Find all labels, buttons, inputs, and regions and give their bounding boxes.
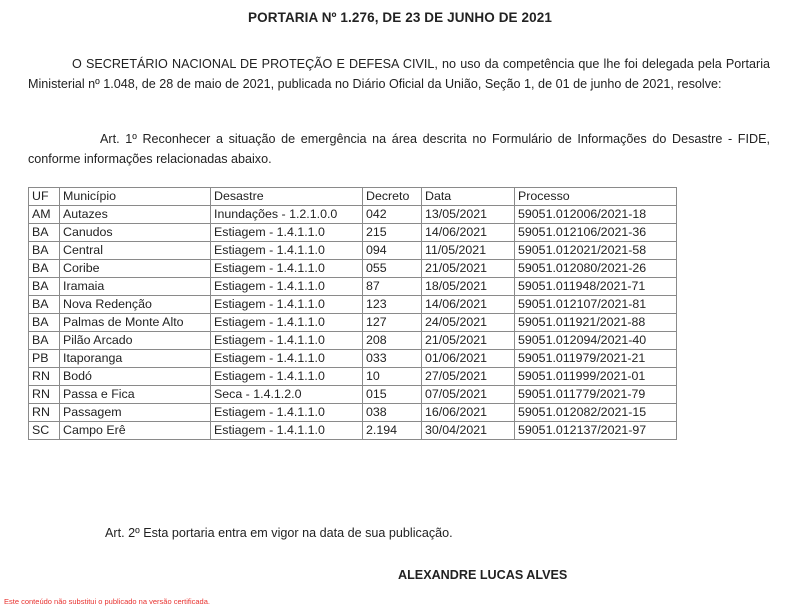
cell-decreto: 2.194: [363, 422, 422, 440]
cell-processo: 59051.012107/2021-81: [515, 296, 677, 314]
cell-uf: BA: [29, 224, 60, 242]
cell-decreto: 094: [363, 242, 422, 260]
table-row: [29, 350, 677, 368]
cell-municipio: Passagem: [60, 404, 211, 422]
cell-uf: AM: [29, 206, 60, 224]
cell-municipio: Iramaia: [60, 278, 211, 296]
cell-decreto: 038: [363, 404, 422, 422]
cell-uf: BA: [29, 332, 60, 350]
cell-desastre: Estiagem - 1.4.1.1.0: [211, 224, 363, 242]
cell-processo: 59051.012137/2021-97: [515, 422, 677, 440]
cell-uf: PB: [29, 350, 60, 368]
header-desastre: Desastre: [211, 188, 363, 206]
cell-municipio: Autazes: [60, 206, 211, 224]
cell-processo: 59051.011999/2021-01: [515, 368, 677, 386]
cell-data: 01/06/2021: [422, 350, 515, 368]
cell-decreto: 055: [363, 260, 422, 278]
cell-uf: RN: [29, 404, 60, 422]
table-row: [29, 206, 677, 224]
cell-processo: 59051.011979/2021-21: [515, 350, 677, 368]
cell-desastre: Estiagem - 1.4.1.1.0: [211, 278, 363, 296]
cell-uf: RN: [29, 386, 60, 404]
cell-decreto: 123: [363, 296, 422, 314]
cell-processo: 59051.012006/2021-18: [515, 206, 677, 224]
table-row: [29, 224, 677, 242]
cell-uf: BA: [29, 278, 60, 296]
cell-municipio: Nova Redenção: [60, 296, 211, 314]
cell-data: 30/04/2021: [422, 422, 515, 440]
table-row: [29, 296, 677, 314]
cell-desastre: Estiagem - 1.4.1.1.0: [211, 422, 363, 440]
header-data: Data: [422, 188, 515, 206]
cell-desastre: Estiagem - 1.4.1.1.0: [211, 404, 363, 422]
cell-processo: 59051.011921/2021-88: [515, 314, 677, 332]
cell-municipio: Central: [60, 242, 211, 260]
header-processo: Processo: [515, 188, 677, 206]
table-row: [29, 242, 677, 260]
cell-processo: 59051.011779/2021-79: [515, 386, 677, 404]
cell-data: 21/05/2021: [422, 332, 515, 350]
cell-decreto: 87: [363, 278, 422, 296]
cell-desastre: Estiagem - 1.4.1.1.0: [211, 314, 363, 332]
cell-processo: 59051.012080/2021-26: [515, 260, 677, 278]
cell-data: 13/05/2021: [422, 206, 515, 224]
cell-data: 07/05/2021: [422, 386, 515, 404]
table-row: [29, 332, 677, 350]
header-municipio: Município: [60, 188, 211, 206]
table-row: [29, 278, 677, 296]
cell-processo: 59051.011948/2021-71: [515, 278, 677, 296]
cell-desastre: Seca - 1.4.1.2.0: [211, 386, 363, 404]
article-2-paragraph: Art. 2º Esta portaria entra em vigor na data de sua publicação.: [105, 526, 453, 540]
cell-decreto: 208: [363, 332, 422, 350]
header-decreto: Decreto: [363, 188, 422, 206]
cell-decreto: 215: [363, 224, 422, 242]
cell-desastre: Estiagem - 1.4.1.1.0: [211, 296, 363, 314]
cell-uf: BA: [29, 314, 60, 332]
table-header-row: [29, 188, 677, 206]
cell-desastre: Estiagem - 1.4.1.1.0: [211, 260, 363, 278]
cell-data: 16/06/2021: [422, 404, 515, 422]
cell-municipio: Campo Erê: [60, 422, 211, 440]
disaster-table: [28, 187, 677, 440]
cell-desastre: Estiagem - 1.4.1.1.0: [211, 368, 363, 386]
cell-municipio: Coribe: [60, 260, 211, 278]
header-uf: UF: [29, 188, 60, 206]
table-row: [29, 422, 677, 440]
cell-municipio: Passa e Fica: [60, 386, 211, 404]
cell-decreto: 015: [363, 386, 422, 404]
article-1-paragraph: Art. 1º Reconhecer a situação de emergência na área descrita no Formulário de Informações do Desastre - FIDE, conforme informações relacionadas abaixo.: [28, 132, 770, 166]
cell-desastre: Estiagem - 1.4.1.1.0: [211, 332, 363, 350]
cell-decreto: 127: [363, 314, 422, 332]
cell-uf: RN: [29, 368, 60, 386]
cell-desastre: Inundações - 1.2.1.0.0: [211, 206, 363, 224]
table-row: [29, 404, 677, 422]
table-row: [29, 260, 677, 278]
cell-data: 18/05/2021: [422, 278, 515, 296]
cell-uf: BA: [29, 242, 60, 260]
cell-municipio: Pilão Arcado: [60, 332, 211, 350]
cell-municipio: Itaporanga: [60, 350, 211, 368]
cell-data: 14/06/2021: [422, 296, 515, 314]
cell-decreto: 042: [363, 206, 422, 224]
cell-decreto: 033: [363, 350, 422, 368]
cell-data: 11/05/2021: [422, 242, 515, 260]
cell-uf: BA: [29, 296, 60, 314]
table-row: [29, 314, 677, 332]
page-title: PORTARIA Nº 1.276, DE 23 DE JUNHO DE 2021: [248, 10, 552, 25]
cell-processo: 59051.012021/2021-58: [515, 242, 677, 260]
cell-processo: 59051.012106/2021-36: [515, 224, 677, 242]
cell-uf: BA: [29, 260, 60, 278]
table-row: [29, 386, 677, 404]
cell-processo: 59051.012082/2021-15: [515, 404, 677, 422]
cell-processo: 59051.012094/2021-40: [515, 332, 677, 350]
cell-data: 27/05/2021: [422, 368, 515, 386]
cell-desastre: Estiagem - 1.4.1.1.0: [211, 242, 363, 260]
cell-data: 21/05/2021: [422, 260, 515, 278]
cell-municipio: Bodó: [60, 368, 211, 386]
cell-data: 14/06/2021: [422, 224, 515, 242]
cell-municipio: Palmas de Monte Alto: [60, 314, 211, 332]
table-row: [29, 368, 677, 386]
cell-desastre: Estiagem - 1.4.1.1.0: [211, 350, 363, 368]
intro-paragraph: O SECRETÁRIO NACIONAL DE PROTEÇÃO E DEFESA CIVIL, no uso da competência que lhe foi delegada pela Portaria Ministerial nº 1.048, de 28 de maio de 2021, publicada no Diário Oficial da União, Seção 1, de 01 de junho de 2021, resolve:: [28, 57, 770, 91]
cell-data: 24/05/2021: [422, 314, 515, 332]
cell-decreto: 10: [363, 368, 422, 386]
certification-disclaimer: Este conteúdo não substitui o publicado na versão certificada.: [4, 597, 210, 606]
cell-uf: SC: [29, 422, 60, 440]
cell-municipio: Canudos: [60, 224, 211, 242]
signature-name: ALEXANDRE LUCAS ALVES: [398, 568, 568, 582]
